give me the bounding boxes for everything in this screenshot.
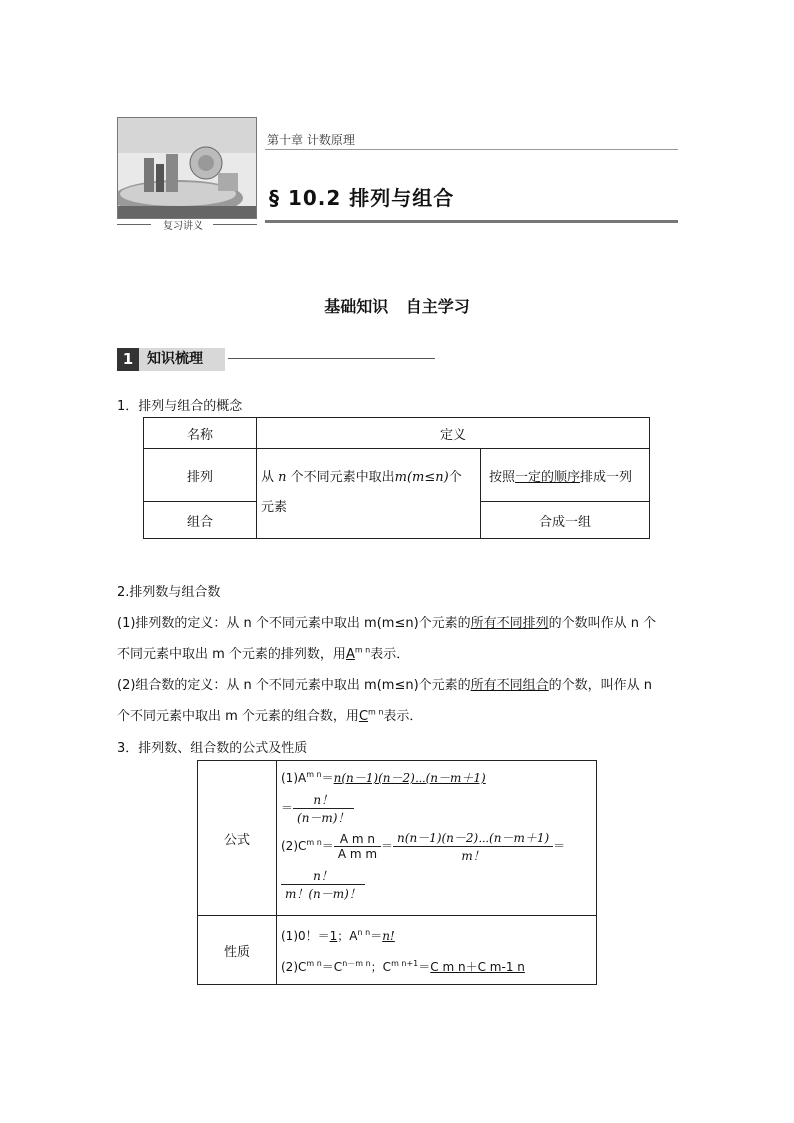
f3-num1: A m n	[334, 832, 381, 847]
f3-fraction-1	[334, 832, 381, 861]
col-def-header: 定义	[257, 418, 650, 449]
f1-eq: ＝	[321, 771, 334, 785]
f3-den1: A m m	[337, 847, 378, 861]
f3-sup: m n	[306, 838, 322, 847]
p1-text-c: 不同元素中取出 m 个元素的排列数，用	[117, 647, 346, 662]
prop2-sup2: n－m n	[342, 959, 371, 968]
section-heading-right: 自主学习	[405, 297, 470, 316]
part2-p2-line2	[117, 705, 422, 724]
part2-p1-line1	[117, 612, 656, 631]
p2-text-b: 的个数，叫作从 n	[548, 678, 653, 693]
f3-num2: n(n－1)(n－2)⋯(n－m＋1)	[393, 829, 553, 847]
prop1-c: ＝	[370, 929, 383, 943]
f3-eq1: ＝	[321, 839, 334, 853]
def-var-n: n	[278, 470, 287, 485]
f3-den2: m！	[461, 849, 485, 863]
badge-rule-left	[117, 224, 151, 225]
f1-sup: m n	[306, 770, 322, 779]
part2-heading: 2.排列数与组合数	[117, 585, 221, 600]
property-cell	[277, 916, 597, 985]
prop2-sup3: m n+1	[391, 959, 419, 968]
city-illustration	[118, 118, 256, 218]
perm-def-a: 按照	[489, 469, 516, 485]
chapter-rule	[265, 149, 678, 150]
p1-text-b: 的个数叫作从 n 个	[548, 616, 657, 631]
shared-definition	[257, 449, 481, 539]
f1-a: (1)A	[281, 771, 307, 785]
prop2-sup1: m n	[306, 959, 322, 968]
p1-symbol: A	[345, 647, 355, 662]
p1-text-a: (1)排列数的定义：从 n 个不同元素中取出 m(m≤n)个元素的	[117, 616, 471, 631]
concept-table	[143, 417, 650, 539]
prop2-plus: ＋	[465, 960, 478, 974]
f3-fraction-2	[393, 829, 553, 864]
perm-def-underline: 一定的顺序	[515, 469, 581, 485]
p2-underline: 所有不同组合	[470, 678, 549, 693]
f3-eq3: ＝	[553, 839, 566, 853]
prop2-a: (2)C	[281, 960, 307, 974]
section-heading	[0, 294, 794, 317]
f2-eq: ＝	[281, 801, 294, 815]
chapter-cover-image	[117, 117, 257, 219]
def-paren: (m≤n)	[406, 470, 449, 485]
chapter-label: 第十章 计数原理	[267, 133, 355, 147]
f2-num: n！	[293, 791, 353, 809]
col-name-header: 名称	[144, 418, 257, 449]
p2-text-a: (2)组合数的定义：从 n 个不同元素中取出 m(m≤n)个元素的	[117, 678, 471, 693]
f2-den: (n－m)！	[297, 811, 350, 825]
f2-fraction	[293, 791, 353, 826]
p2-symbol-sup: m n	[368, 707, 384, 717]
prop2-c: ；C	[370, 960, 392, 974]
section-heading-left: 基础知识	[324, 297, 389, 316]
f4-num: n！	[281, 867, 365, 885]
prop1-sup: n n	[357, 928, 371, 937]
p2-text-c: 个不同元素中取出 m 个元素的组合数，用	[117, 709, 359, 724]
perm-def-b: 排成一列	[580, 469, 633, 485]
prop1-a: (1)0！＝	[281, 929, 330, 943]
prop1-u1: 1	[329, 929, 338, 943]
prop1-b: ；A	[337, 929, 358, 943]
permutation-definition	[481, 449, 650, 502]
def-text-b: 个不同元素中取出	[286, 470, 395, 485]
prop2-u2: C m-1 n	[477, 960, 525, 974]
formula-line-4	[281, 867, 592, 907]
p1-text-d: 表示．	[370, 647, 410, 662]
def-var-m: m	[394, 470, 407, 485]
formula-line-3	[281, 829, 592, 867]
part2-p1-line2	[117, 643, 409, 662]
badge-rule-right	[213, 224, 257, 225]
part2-p2-line1	[117, 674, 652, 693]
page-title: § 10.2 排列与组合	[269, 186, 455, 210]
property-line-2	[281, 950, 592, 981]
formula-line-2	[281, 791, 592, 829]
combination-definition: 合成一组	[481, 502, 650, 539]
title-rule	[265, 220, 678, 223]
review-badge	[117, 217, 257, 231]
table-row	[198, 761, 597, 916]
table-header-row	[144, 418, 650, 449]
formula-cell	[277, 761, 597, 916]
knowledge-number-badge: 1	[117, 348, 139, 371]
prop2-d: ＝	[418, 960, 431, 974]
part1-heading: 1．排列与组合的概念	[117, 399, 243, 414]
def-text-c: 个	[448, 470, 462, 485]
table-row	[144, 449, 650, 502]
knowledge-label: 知识梳理	[139, 348, 225, 371]
p1-symbol-sup: m n	[354, 645, 371, 655]
prop2-b: ＝C	[321, 960, 343, 974]
property-line-1	[281, 919, 592, 950]
prop1-u2: n!	[382, 929, 395, 943]
property-label: 性质	[198, 916, 277, 985]
f1-rhs: n(n－1)(n－2)⋯(n－m＋1)	[333, 771, 486, 785]
row-name-combination: 组合	[144, 502, 257, 539]
p2-symbol: C	[358, 709, 369, 724]
f3-eq2: ＝	[381, 839, 394, 853]
part3-heading: 3．排列数、组合数的公式及性质	[117, 741, 308, 756]
formula-line-1	[281, 769, 592, 791]
formula-label: 公式	[198, 761, 277, 916]
f4-den: m！(n－m)！	[285, 887, 361, 901]
def-text-a: 从	[261, 470, 279, 485]
row-name-permutation: 排列	[144, 449, 257, 502]
f4-fraction	[281, 867, 365, 902]
table-row	[198, 916, 597, 985]
def-text-d: 元素	[261, 500, 288, 515]
prop2-u1: C m n	[430, 960, 466, 974]
p1-underline: 所有不同排列	[470, 616, 549, 631]
knowledge-rule	[228, 358, 435, 359]
f3-a: (2)C	[281, 839, 307, 853]
badge-label: 复习讲义	[163, 221, 203, 232]
formula-table	[197, 760, 597, 985]
p2-text-d: 表示．	[383, 709, 423, 724]
